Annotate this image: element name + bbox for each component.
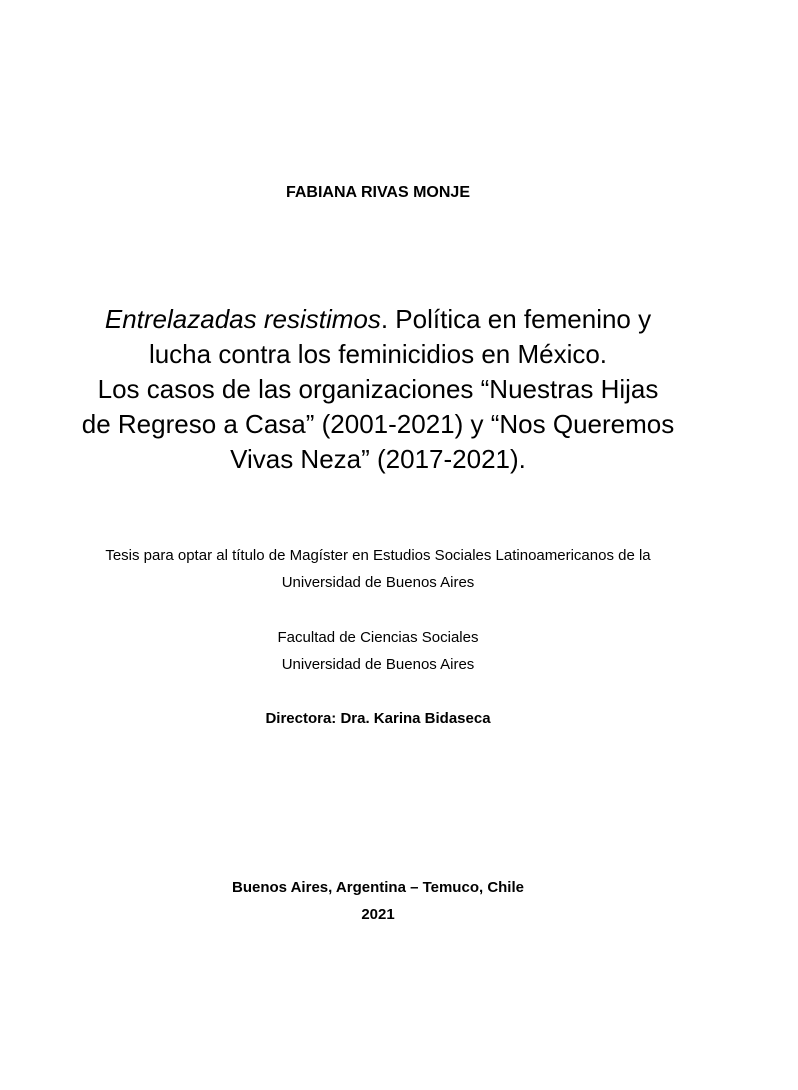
thesis-statement — [0, 542, 756, 596]
place-date-block — [0, 874, 756, 928]
title-line-3: Los casos de las organizaciones “Nuestras Hijas — [97, 374, 659, 404]
faculty-name: Facultad de Ciencias Sociales — [277, 629, 479, 646]
title-italic-part: Entrelazadas resistimos — [104, 304, 381, 334]
faculty-block — [0, 624, 756, 678]
year-line: 2021 — [361, 906, 395, 923]
thesis-title — [0, 302, 756, 477]
title-line-1 — [0, 302, 756, 337]
thesis-statement-line-1: Tesis para optar al título de Magíster en Estudios Sociales Latinoamericanos de la — [105, 547, 651, 564]
university-name: Universidad de Buenos Aires — [281, 656, 475, 673]
title-line-4: de Regreso a Casa” (2001-2021) y “Nos Queremos — [81, 409, 675, 439]
title-line-5: Vivas Neza” (2017-2021). — [230, 444, 526, 474]
place-line: Buenos Aires, Argentina – Temuco, Chile — [231, 879, 524, 896]
title-line-2: lucha contra los feminicidios en México. — [148, 339, 608, 369]
thesis-statement-line-2: Universidad de Buenos Aires — [281, 574, 475, 591]
author-name: FABIANA RIVAS MONJE — [285, 184, 470, 201]
title-line-1-rest: . Política en femenino y — [380, 304, 652, 334]
director-line: Directora: Dra. Karina Bidaseca — [265, 710, 491, 727]
